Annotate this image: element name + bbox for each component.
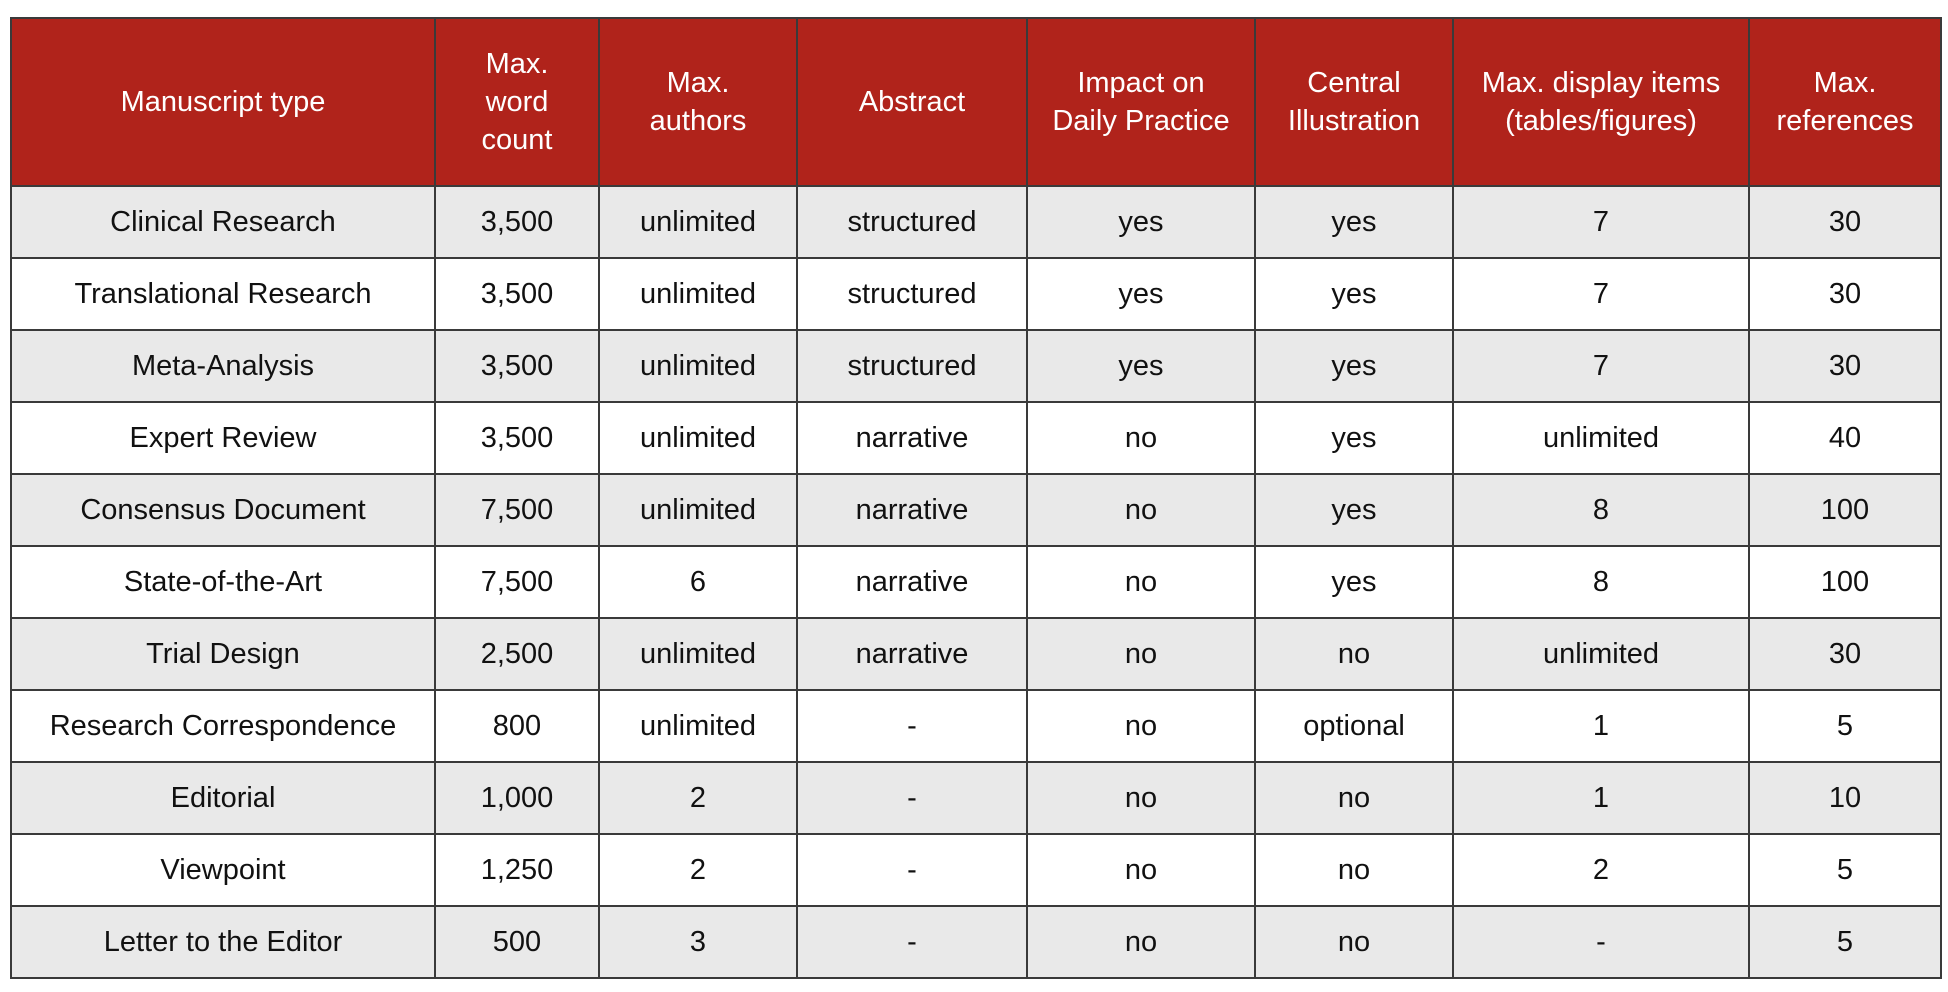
cell-max-display-items: 8 xyxy=(1453,474,1749,546)
cell-impact-on-daily-practice: no xyxy=(1027,546,1255,618)
table-header-row xyxy=(11,18,1941,186)
cell-max-references: 100 xyxy=(1749,474,1941,546)
cell-impact-on-daily-practice: no xyxy=(1027,834,1255,906)
cell-manuscript-type: Viewpoint xyxy=(11,834,435,906)
cell-max-display-items: 1 xyxy=(1453,690,1749,762)
header-central-illustration: Central Illustration xyxy=(1255,18,1453,186)
table-row xyxy=(11,690,1941,762)
table-row xyxy=(11,258,1941,330)
cell-max-word-count: 3,500 xyxy=(435,330,599,402)
table-row xyxy=(11,546,1941,618)
cell-central-illustration: yes xyxy=(1255,186,1453,258)
manuscript-requirements-table-container xyxy=(10,17,1940,979)
cell-max-references: 5 xyxy=(1749,906,1941,978)
cell-max-display-items: 7 xyxy=(1453,258,1749,330)
cell-abstract: structured xyxy=(797,258,1027,330)
table-row xyxy=(11,330,1941,402)
cell-impact-on-daily-practice: no xyxy=(1027,906,1255,978)
cell-manuscript-type: Letter to the Editor xyxy=(11,906,435,978)
header-max-authors: Max. authors xyxy=(599,18,797,186)
cell-max-word-count: 3,500 xyxy=(435,186,599,258)
header-abstract: Abstract xyxy=(797,18,1027,186)
cell-max-word-count: 3,500 xyxy=(435,402,599,474)
table-body xyxy=(11,186,1941,978)
cell-abstract: narrative xyxy=(797,546,1027,618)
header-manuscript-type: Manuscript type xyxy=(11,18,435,186)
cell-impact-on-daily-practice: no xyxy=(1027,474,1255,546)
cell-abstract: - xyxy=(797,690,1027,762)
cell-max-display-items: unlimited xyxy=(1453,402,1749,474)
cell-max-references: 30 xyxy=(1749,618,1941,690)
cell-abstract: structured xyxy=(797,330,1027,402)
cell-max-references: 100 xyxy=(1749,546,1941,618)
cell-abstract: structured xyxy=(797,186,1027,258)
cell-impact-on-daily-practice: yes xyxy=(1027,258,1255,330)
header-max-word-count: Max. word count xyxy=(435,18,599,186)
cell-central-illustration: no xyxy=(1255,618,1453,690)
cell-manuscript-type: Expert Review xyxy=(11,402,435,474)
cell-max-authors: 2 xyxy=(599,834,797,906)
cell-central-illustration: no xyxy=(1255,762,1453,834)
cell-max-authors: unlimited xyxy=(599,474,797,546)
table-row xyxy=(11,906,1941,978)
cell-max-word-count: 800 xyxy=(435,690,599,762)
cell-central-illustration: yes xyxy=(1255,474,1453,546)
cell-central-illustration: yes xyxy=(1255,546,1453,618)
cell-abstract: narrative xyxy=(797,474,1027,546)
cell-max-authors: unlimited xyxy=(599,258,797,330)
cell-max-references: 5 xyxy=(1749,690,1941,762)
cell-manuscript-type: Consensus Document xyxy=(11,474,435,546)
cell-manuscript-type: Clinical Research xyxy=(11,186,435,258)
cell-max-display-items: - xyxy=(1453,906,1749,978)
cell-max-authors: 6 xyxy=(599,546,797,618)
cell-central-illustration: yes xyxy=(1255,258,1453,330)
cell-impact-on-daily-practice: yes xyxy=(1027,186,1255,258)
cell-max-display-items: 2 xyxy=(1453,834,1749,906)
table-row xyxy=(11,834,1941,906)
cell-max-word-count: 1,250 xyxy=(435,834,599,906)
cell-max-authors: unlimited xyxy=(599,690,797,762)
cell-max-word-count: 7,500 xyxy=(435,546,599,618)
cell-max-authors: 2 xyxy=(599,762,797,834)
cell-max-word-count: 7,500 xyxy=(435,474,599,546)
cell-abstract: narrative xyxy=(797,618,1027,690)
table-row xyxy=(11,762,1941,834)
cell-impact-on-daily-practice: no xyxy=(1027,762,1255,834)
cell-impact-on-daily-practice: no xyxy=(1027,402,1255,474)
cell-max-display-items: 7 xyxy=(1453,330,1749,402)
cell-impact-on-daily-practice: no xyxy=(1027,618,1255,690)
cell-manuscript-type: State-of-the-Art xyxy=(11,546,435,618)
cell-max-authors: unlimited xyxy=(599,402,797,474)
cell-impact-on-daily-practice: yes xyxy=(1027,330,1255,402)
header-max-references: Max. references xyxy=(1749,18,1941,186)
cell-abstract: narrative xyxy=(797,402,1027,474)
table-row xyxy=(11,618,1941,690)
cell-central-illustration: yes xyxy=(1255,330,1453,402)
cell-central-illustration: no xyxy=(1255,906,1453,978)
cell-max-authors: unlimited xyxy=(599,186,797,258)
cell-central-illustration: no xyxy=(1255,834,1453,906)
table-row xyxy=(11,186,1941,258)
cell-max-display-items: unlimited xyxy=(1453,618,1749,690)
cell-abstract: - xyxy=(797,762,1027,834)
cell-max-references: 30 xyxy=(1749,258,1941,330)
table-row xyxy=(11,474,1941,546)
cell-manuscript-type: Trial Design xyxy=(11,618,435,690)
cell-max-references: 5 xyxy=(1749,834,1941,906)
cell-max-references: 40 xyxy=(1749,402,1941,474)
cell-max-display-items: 8 xyxy=(1453,546,1749,618)
cell-max-word-count: 1,000 xyxy=(435,762,599,834)
table-row xyxy=(11,402,1941,474)
cell-manuscript-type: Research Correspondence xyxy=(11,690,435,762)
manuscript-requirements-table xyxy=(10,17,1942,979)
cell-max-authors: unlimited xyxy=(599,618,797,690)
cell-max-authors: 3 xyxy=(599,906,797,978)
cell-impact-on-daily-practice: no xyxy=(1027,690,1255,762)
cell-central-illustration: optional xyxy=(1255,690,1453,762)
cell-max-authors: unlimited xyxy=(599,330,797,402)
header-max-display-items: Max. display items (tables/figures) xyxy=(1453,18,1749,186)
cell-max-references: 30 xyxy=(1749,330,1941,402)
cell-max-references: 10 xyxy=(1749,762,1941,834)
cell-max-display-items: 1 xyxy=(1453,762,1749,834)
cell-max-display-items: 7 xyxy=(1453,186,1749,258)
cell-manuscript-type: Editorial xyxy=(11,762,435,834)
header-impact-on-daily-practice: Impact on Daily Practice xyxy=(1027,18,1255,186)
cell-abstract: - xyxy=(797,906,1027,978)
cell-central-illustration: yes xyxy=(1255,402,1453,474)
cell-abstract: - xyxy=(797,834,1027,906)
cell-max-word-count: 3,500 xyxy=(435,258,599,330)
cell-max-word-count: 2,500 xyxy=(435,618,599,690)
cell-max-references: 30 xyxy=(1749,186,1941,258)
cell-max-word-count: 500 xyxy=(435,906,599,978)
cell-manuscript-type: Translational Research xyxy=(11,258,435,330)
cell-manuscript-type: Meta-Analysis xyxy=(11,330,435,402)
